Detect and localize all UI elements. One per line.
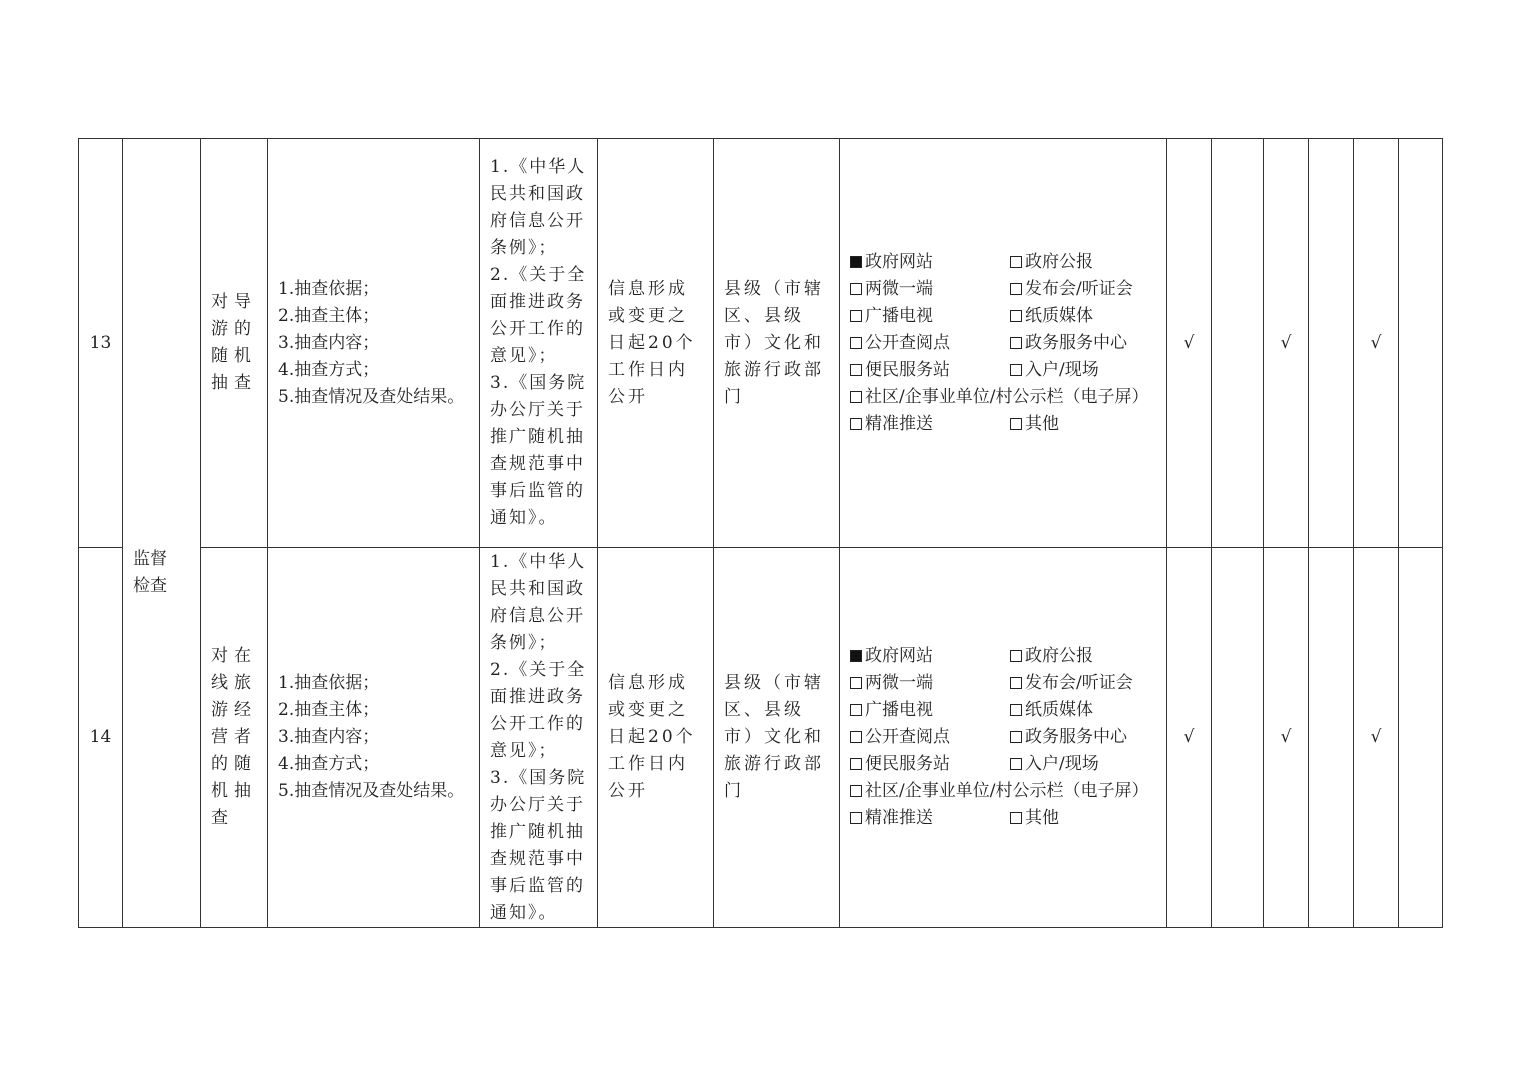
basis-line: 2.《关于全面推进政务公开工作的意见》；	[490, 265, 587, 366]
channel-label: 精准推送	[865, 808, 933, 828]
checkbox-icon	[1010, 418, 1022, 430]
item-name: 对在线旅游经营者的随机抽查	[201, 548, 268, 928]
channel-label: 政府公报	[1025, 251, 1093, 272]
channel-label: 便民服务站	[865, 754, 950, 774]
checkbox-icon	[1010, 364, 1022, 376]
content-line: 1.抽查依据；	[278, 278, 380, 299]
check-mark: √	[1167, 548, 1212, 928]
basis-cell	[480, 139, 598, 548]
basis-line: 3.《国务院办公厅关于推广随机抽查规范事中事后监管的通知》。	[490, 767, 587, 923]
check-mark: √	[1354, 139, 1399, 548]
row-number: 14	[79, 548, 123, 928]
content-line: 5.抽查情况及查处结果。	[278, 781, 465, 801]
checkbox-icon	[1010, 704, 1022, 716]
channel-label: 其他	[1025, 808, 1059, 828]
content-cell	[268, 548, 480, 928]
checkbox-icon	[1010, 677, 1022, 689]
check-mark	[1212, 548, 1264, 928]
checked-box-icon	[850, 256, 862, 268]
basis-cell	[480, 548, 598, 928]
checkbox-icon	[1010, 758, 1022, 770]
checkbox-icon	[1010, 731, 1022, 743]
channels-cell	[840, 548, 1167, 928]
content-line: 3.抽查内容；	[278, 727, 380, 747]
channel-label: 政务服务中心	[1025, 332, 1127, 353]
time-limit: 信息形成或变更之日起20个工作日内公开	[598, 139, 714, 548]
check-mark	[1399, 139, 1443, 548]
checkbox-icon	[850, 337, 862, 349]
check-mark	[1399, 548, 1443, 928]
category-label: 监督检查	[133, 549, 167, 596]
content-line: 3.抽查内容；	[278, 332, 380, 353]
category-cell	[123, 139, 201, 928]
check-mark	[1309, 139, 1354, 548]
department: 县级（市辖区、县级市）文化和旅游行政部门	[714, 139, 840, 548]
channel-label: 其他	[1025, 413, 1059, 434]
channel-label: 发布会/听证会	[1025, 673, 1133, 693]
channel-label: 社区/企事业单位/村公示栏（电子屏）	[865, 386, 1149, 407]
channel-label: 社区/企事业单位/村公示栏（电子屏）	[865, 781, 1149, 801]
content-cell	[268, 139, 480, 548]
checkbox-icon	[850, 785, 862, 797]
channel-label: 纸质媒体	[1025, 305, 1093, 326]
checkbox-icon	[850, 677, 862, 689]
channel-label: 广播电视	[865, 700, 933, 720]
check-mark: √	[1264, 139, 1309, 548]
check-mark: √	[1264, 548, 1309, 928]
disclosure-table	[78, 138, 1443, 928]
time-limit: 信息形成或变更之日起20个工作日内公开	[598, 548, 714, 928]
checkbox-icon	[1010, 283, 1022, 295]
channel-label: 公开查阅点	[865, 332, 950, 353]
checkbox-icon	[850, 731, 862, 743]
checkbox-icon	[1010, 256, 1022, 268]
channels-cell	[840, 139, 1167, 548]
checkbox-icon	[850, 418, 862, 430]
checkbox-icon	[1010, 812, 1022, 824]
channel-label: 公开查阅点	[865, 727, 950, 747]
channel-label: 政务服务中心	[1025, 727, 1127, 747]
channel-label: 广播电视	[865, 305, 933, 326]
checkbox-icon	[850, 283, 862, 295]
channel-label: 两微一端	[865, 278, 933, 299]
channel-label: 精准推送	[865, 413, 933, 434]
channel-label: 政府网站	[865, 646, 933, 666]
checkbox-icon	[1010, 337, 1022, 349]
basis-line: 2.《关于全面推进政务公开工作的意见》；	[490, 659, 587, 761]
channel-label: 便民服务站	[865, 359, 950, 380]
channel-label: 纸质媒体	[1025, 700, 1093, 720]
checkbox-icon	[850, 704, 862, 716]
check-mark	[1309, 548, 1354, 928]
channel-label: 发布会/听证会	[1025, 278, 1133, 299]
table-row	[79, 139, 1443, 548]
department: 县级（市辖区、县级市）文化和旅游行政部门	[714, 548, 840, 928]
checkbox-icon	[850, 364, 862, 376]
channel-label: 两微一端	[865, 673, 933, 693]
basis-line: 1.《中华人民共和国政府信息公开条例》；	[490, 157, 587, 258]
checkbox-icon	[1010, 310, 1022, 322]
content-line: 5.抽查情况及查处结果。	[278, 386, 465, 407]
checked-box-icon	[850, 650, 862, 662]
content-line: 4.抽查方式；	[278, 754, 380, 774]
checkbox-icon	[850, 812, 862, 824]
channel-label: 入户/现场	[1025, 754, 1099, 774]
check-mark: √	[1167, 139, 1212, 548]
content-line: 4.抽查方式；	[278, 359, 380, 380]
item-name: 对导游的随机抽查	[201, 139, 268, 548]
basis-line: 1.《中华人民共和国政府信息公开条例》；	[490, 551, 587, 653]
checkbox-icon	[850, 758, 862, 770]
table-row	[79, 548, 1443, 928]
content-line: 2.抽查主体；	[278, 305, 380, 326]
content-line: 2.抽查主体；	[278, 700, 380, 720]
check-mark	[1212, 139, 1264, 548]
basis-line: 3.《国务院办公厅关于推广随机抽查规范事中事后监管的通知》。	[490, 373, 587, 528]
row-number: 13	[79, 139, 123, 548]
checkbox-icon	[850, 310, 862, 322]
channel-label: 入户/现场	[1025, 359, 1099, 380]
checkbox-icon	[1010, 650, 1022, 662]
content-line: 1.抽查依据；	[278, 673, 380, 693]
check-mark: √	[1354, 548, 1399, 928]
checkbox-icon	[850, 391, 862, 403]
channel-label: 政府网站	[865, 251, 933, 272]
channel-label: 政府公报	[1025, 646, 1093, 666]
